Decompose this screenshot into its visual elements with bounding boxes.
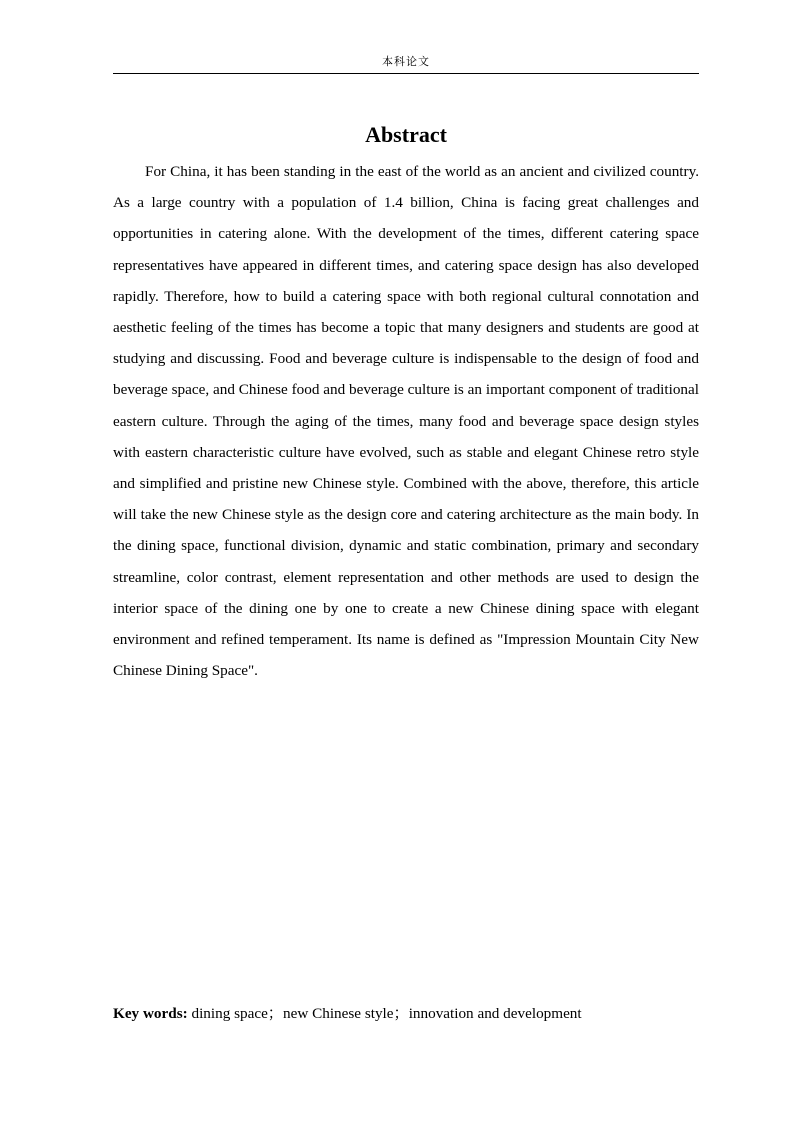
running-header: 本科论文	[382, 56, 430, 68]
abstract-title: Abstract	[365, 122, 447, 147]
abstract-body: For China, it has been standing in the east of the world as an ancient and civilized country. As a large country with a population of 1.4 billion, China is facing great challenges and opportunities in catering alone. With the development of the times, different catering space representatives have appeared in different times, and catering space design has also developed rapidly. Therefore, how to build a catering space with both regional cultural connotation and aesthetic feeling of the times has become a topic that many designers and students are good at studying and discussing. Food and beverage culture is indispensable to the design of food and beverage space, and Chinese food and beverage culture is an important component of traditional eastern culture. Through the aging of the times, many food and beverage space design styles with eastern characteristic culture have evolved, such as stable and elegant Chinese retro style and simplified and pristine new Chinese style. Combined with the above, therefore, this article will take the new Chinese style as the design core and catering architecture as the main body. In the dining space, functional division, dynamic and static combination, primary and secondary streamline, color contrast, element representation and other methods are used to design the interior space of the dining one by one to create a new Chinese dining space with elegant environment and refined temperament. Its name is defined as "Impression Mountain City New Chinese Dining Space".	[113, 163, 699, 680]
keywords-value: dining space；new Chinese style；innovation and development	[187, 1005, 582, 1022]
header-divider	[113, 73, 699, 74]
keywords-label: Key words:	[113, 1005, 188, 1022]
keywords-line	[113, 1002, 699, 1026]
